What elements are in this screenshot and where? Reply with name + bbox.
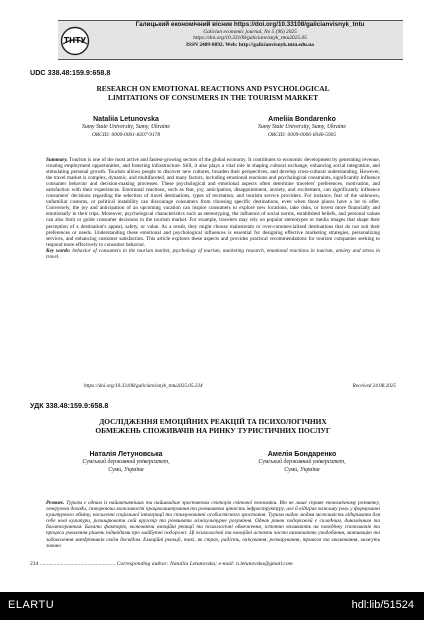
author-affiliation: Sumy State University, Sumy, Ukraine <box>82 123 170 130</box>
title-ua-line1: ДОСЛІДЖЕННЯ ЕМОЦІЙНИХ РЕАКЦІЙ ТА ПСИХОЛОГІЧНИХ <box>99 417 327 426</box>
author-orcid[interactable]: ORCID: 0000-0001-8207-9178 <box>91 131 161 138</box>
issn-web[interactable]: ISSN 2409-8892. Web: http://galicianvisnyk.tntu.edu.ua <box>186 41 314 48</box>
author-name: Ameliia Bondarenko <box>268 116 336 123</box>
corresponding-author: Corresponding author: Nataliia Letunovska; e-mail: n.letunovska@gmail.com <box>116 561 293 567</box>
author-city: Суми, Україна <box>284 466 320 473</box>
title-en-line1: RESEARCH ON EMOTIONAL REACTIONS AND PSYCHOLOGICAL <box>96 84 330 93</box>
title-en-line2: LIMITATIONS OF CONSUMERS IN THE TOURISM MARKET <box>107 93 319 102</box>
page-footer <box>30 561 293 567</box>
article-title-ua <box>30 417 396 435</box>
author-block-2-en <box>222 116 382 139</box>
author-block-2-ua <box>222 451 382 474</box>
author-name: Nataliia Letunovska <box>93 116 159 123</box>
keywords-text: behavior of consumers in the tourism market, psychology of tourism, marketing research, emotional reactions in tourism, anxiety and stress in travel. <box>46 247 380 260</box>
summary-label: Summary. <box>46 157 68 163</box>
keywords-label: Key words: <box>46 247 71 254</box>
repository-name[interactable]: ELARTU <box>8 599 55 611</box>
abstract-ua <box>46 500 380 549</box>
issue-doi[interactable]: https://doi.org/10.33108/galicianvisnyk_tntu2025.05 <box>193 35 307 42</box>
title-ua-line2: ОБМЕЖЕНЬ СПОЖИВАЧІВ НА РИНКУ ТУРИСТИЧНИХ ПОСЛУГ <box>95 426 331 435</box>
author-city: Суми, Україна <box>108 466 144 473</box>
author-affiliation: Сумський державний університет, <box>258 458 346 465</box>
author-block-1-ua <box>46 451 206 474</box>
article-doi[interactable]: https://doi.org/10.33108/galicianvisnyk_tntu2025.05.234 <box>84 383 203 389</box>
udc-ua: УДК 338.48:159.9:658.8 <box>30 401 109 410</box>
abstract-en <box>46 157 380 260</box>
author-orcid[interactable]: ORCID: 0009-0006-6940-5905 <box>267 131 337 138</box>
summary-text: Tourism is one of the most active and fastest-growing sectors of the global economy. It contributes to economic development by generating revenue, creating employment opportunities, and fostering infrastructure. Still, it also plays a vital role in shaping cultural exchange, enhancing social integration, and stimulating personal growth. Tourism allows people to discover new cultures, broaden their perspectives, and develop cross-cultural understanding. However, the travel market is complex, dynamic, and multifaceted, and many factors, including emotional reactions and psychological constraints, significantly influence consumer behavior and decision-making processes. These psychological and emotional aspects often determine travelers' preferences, motivation, and satisfaction with their experiences. Emotional reactions, such as fear, joy, anticipation, disappointment, anxiety, and excitement, can significantly influence consumers' decisions regarding the selection of travel destinations, types of recreation, and tourism service providers. For instance, fear of the unknown, unfamiliar customs, or political instability can discourage consumers from choosing specific destinations, even when those places have a lot to offer. Conversely, the joy and anticipation of an upcoming vacation can inspire consumers to explore new locations, take risks, or invest more financially and emotionally in their trips. Moreover, psychological characteristics such as stereotyping, the influence of social norms, established beliefs, and personal values can also limit or guide consumer decisions in the tourism market. For example, travelers may rely on popular stereotypes or media images that shape their perception of a destination's appeal, safety, or value. As a result, they might choose mainstream or over-commercialized destinations that do not suit their preferences or needs. Understanding these emotional and psychological influences is essential for designing effective marketing strategies, personalizing services, and enhancing customer satisfaction. This article explores these aspects and provides practical recommendations for tourism companies seeking to respond more effectively to consumer behavior. <box>46 157 380 248</box>
summary-label-ua: Резюме. <box>46 500 65 506</box>
author-name: Наталія Летуновська <box>89 451 163 458</box>
handle-id[interactable]: hdl:lib/51524 <box>351 599 414 611</box>
journal-title-ua: Галицький економічний вісник https://doi.org/10.33108/galicianvisnyk_tntu <box>135 21 365 28</box>
journal-logo <box>60 26 90 56</box>
journal-header-text <box>100 22 400 48</box>
udc-en: UDC 338.48:159.9:658.8 <box>30 68 111 77</box>
author-block-1-en <box>46 116 206 139</box>
author-name: Амелія Бондаренко <box>267 451 337 458</box>
author-affiliation: Сумський державний університет, <box>82 458 170 465</box>
footer-dots: ...................................................... <box>39 561 116 567</box>
logo-text: ТНТУ <box>63 36 87 45</box>
author-affiliation: Sumy State University, Sumy, Ukraine <box>258 123 346 130</box>
page-number: 234 <box>30 561 39 567</box>
article-title-en <box>30 84 396 102</box>
received-date: Received 24.08.2025 <box>352 383 396 389</box>
summary-text-ua: Туризм є одним із найактивніших та найшвидше зростаючих секторів світової економіки. Він не лише сприяє економічному розвитку, генеруючи доходи, створюючи можливості працевлаштування та розвиваючи цінність інфраструктуру, але й відіграє важливу роль у формуванні культурного обміну, посиленні соціальної інтеграції та стимулюванні особистісного зростання. Туризм надає людям можливість відкривати для себе нові культури, розширювати свій кругозір та розвивати міжкультурне розуміння. Однак ринок подорожей є складним, динамічним та багатогранним. Багато факторів, включаючи емоційні реакції та психологічні обмеження, істотно впливають на поведінку споживачів та процеси ухвалення рішень індивідами про майбутні подорожі. Ці психологічні та емоційні аспекти часто визначають уподобання, мотивацію та задоволення мандрівників своїм досвідом. Емоційні реакції, такі, як страх, радість, очікування, розчарування, тривога та хвилювання, можуть значно <box>46 500 380 549</box>
journal-title-en: Galician economic journal, No 5 (96) 2025 <box>203 28 297 35</box>
